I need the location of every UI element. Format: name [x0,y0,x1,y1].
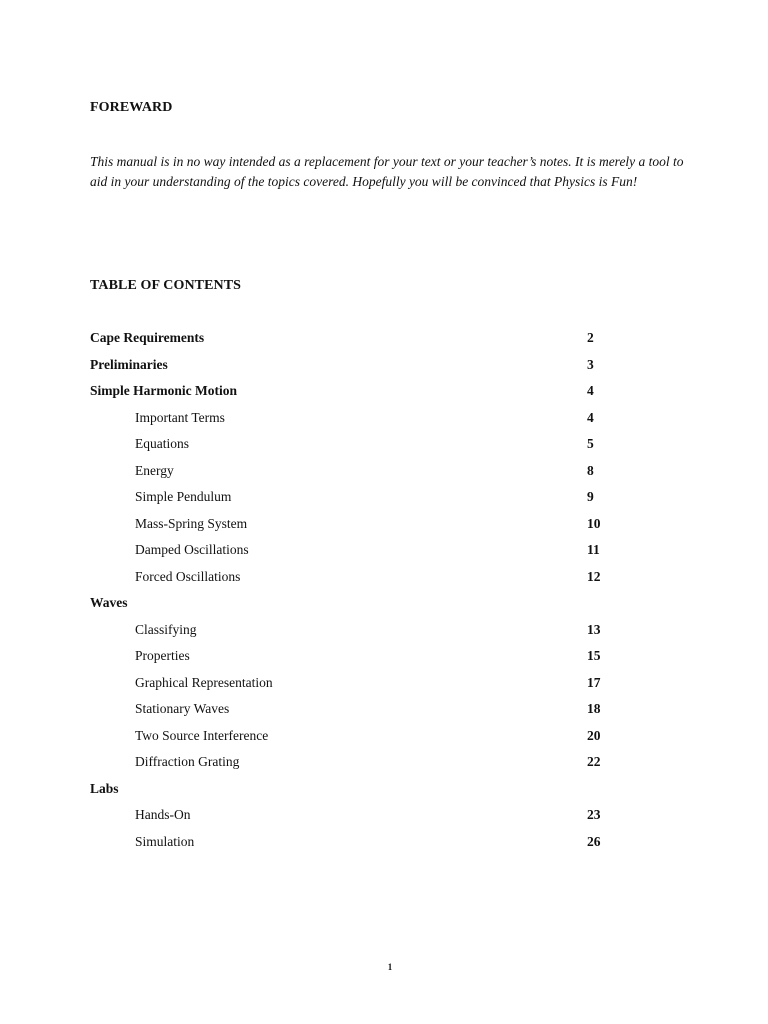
toc-entry-page: 2 [587,330,594,345]
foreward-text: This manual is in no way intended as a replacement for your text or your teacher’s notes. It is merely a tool to aid in your understanding of the topics covered. Hopefully you will be convinced that Physics is Fun! [90,154,684,189]
toc-entry [90,622,630,649]
toc-entry-title: Important Terms [135,409,225,425]
toc-entry [90,383,630,410]
toc-entry [90,834,630,861]
toc-entry-title: Simple Harmonic Motion [90,383,237,398]
toc-entry [90,781,630,808]
toc-entry [90,542,630,569]
toc-entry [90,728,630,755]
toc-entry [90,807,630,834]
toc-entry-title: Energy [135,462,174,478]
toc-entry [90,330,630,357]
toc-entry-title: Classifying [135,621,197,637]
toc-entry-title: Diffraction Grating [135,754,240,769]
toc-entry-page: 26 [587,833,601,849]
toc-entry-page: 4 [587,409,594,425]
toc-entry-page: 9 [587,489,594,504]
toc-entry-title: Damped Oscillations [135,542,249,557]
toc-entry-page: 22 [587,754,601,769]
toc-entry-title: Two Source Interference [135,727,269,743]
toc-entry [90,701,630,728]
toc-entry-page: 17 [587,674,601,690]
toc-entry-title: Cape Requirements [90,330,205,345]
toc-entry-page: 18 [587,701,601,716]
toc-entry-page: 15 [587,648,601,663]
toc-entry-title: Equations [135,436,189,451]
toc-entry-title: Hands-On [135,807,191,822]
toc-entry [90,463,630,490]
toc-entry [90,489,630,516]
toc-entry-page: 3 [587,356,594,372]
toc-entry-title: Stationary Waves [135,701,230,716]
toc-entry [90,595,630,622]
toc-entry-page: 12 [587,568,601,584]
toc-entry [90,357,630,384]
table-of-contents [90,330,630,860]
toc-entry-page: 4 [587,383,594,398]
toc-entry-page: 5 [587,436,594,451]
toc-entry-page: 11 [587,542,600,557]
toc-entry [90,436,630,463]
toc-entry-title: Simple Pendulum [135,489,232,504]
toc-entry [90,569,630,596]
page-number: 1 [387,962,393,972]
foreward-heading: FOREWARD [90,100,173,115]
toc-entry-page: 8 [587,462,594,478]
toc-entry-page: 13 [587,621,601,637]
toc-entry-page: 20 [587,727,601,743]
toc-entry-page: 10 [587,515,601,531]
toc-entry-title: Forced Oscillations [135,568,241,584]
toc-entry [90,516,630,543]
toc-entry [90,648,630,675]
toc-entry [90,410,630,437]
toc-entry-title: Properties [135,648,190,663]
toc-entry-title: Simulation [135,833,195,849]
toc-entry [90,754,630,781]
toc-entry [90,675,630,702]
toc-entry-title: Labs [90,780,119,796]
toc-entry-page: 23 [587,807,601,822]
toc-heading: TABLE OF CONTENTS [90,278,242,293]
toc-entry-title: Graphical Representation [135,674,273,690]
toc-entry-title: Preliminaries [90,356,168,372]
toc-entry-title: Mass-Spring System [135,515,248,531]
toc-entry-title: Waves [90,595,128,610]
